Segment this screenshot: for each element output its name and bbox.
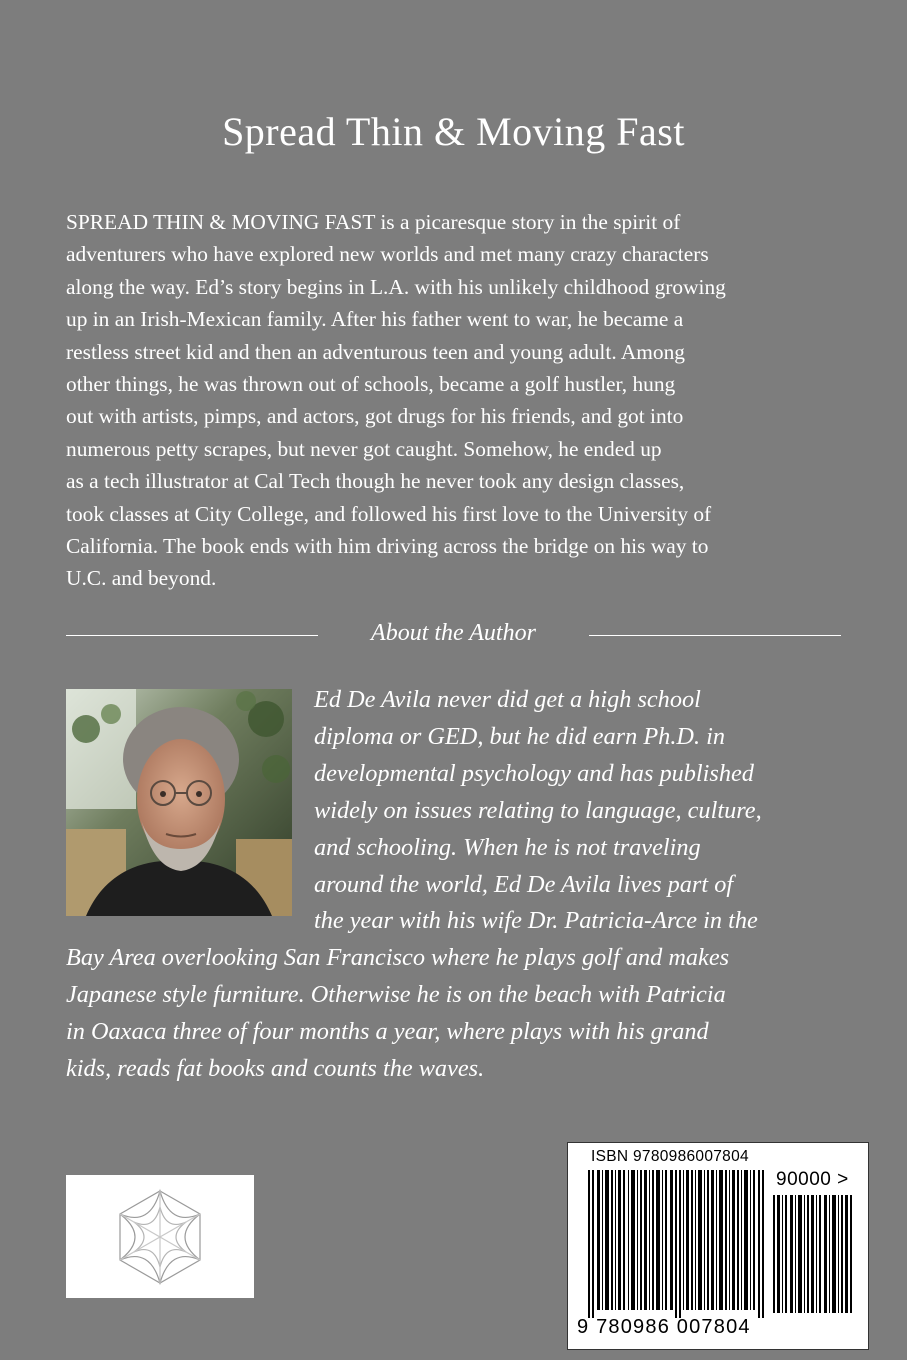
hexagon-star-logo-icon: [66, 1175, 254, 1298]
blurb-line: out with artists, pimps, and actors, got drugs for his friends, and got into: [66, 404, 684, 429]
bio-line: kids, reads fat books and counts the waves.: [66, 1055, 485, 1083]
book-title: Spread Thin & Moving Fast: [222, 109, 685, 154]
isbn-label: ISBN 9780986007804: [591, 1148, 749, 1165]
bio-line: in Oaxaca three of four months a year, where plays with his grand: [66, 1018, 709, 1046]
barcode-number: 9 780986 007804: [577, 1316, 751, 1338]
bio-line: Ed De Avila never did get a high school: [314, 686, 701, 713]
bio-line: Japanese style furniture. Otherwise he is on the beach with Patricia: [66, 981, 726, 1009]
about-author-heading: About the Author: [371, 620, 536, 646]
price-code: 90000 >: [776, 1169, 849, 1190]
blurb-line: numerous petty scrapes, but never got caught. Somehow, he ended up: [66, 436, 662, 461]
book-blurb: [66, 206, 846, 595]
author-bio: [66, 682, 856, 1088]
divider-left: [66, 635, 318, 636]
blurb-line: adventurers who have explored new worlds and met many crazy characters: [66, 242, 709, 267]
blurb-line: U.C. and beyond.: [66, 566, 217, 591]
blurb-line: up in an Irish-Mexican family. After his father went to war, he became a: [66, 307, 684, 332]
divider-right: [589, 635, 841, 636]
blurb-line: other things, he was thrown out of schools, became a golf hustler, hung: [66, 372, 676, 397]
blurb-line: restless street kid and then an adventurous teen and young adult. Among: [66, 339, 686, 364]
blurb-line: California. The book ends with him driving across the bridge on his way to: [66, 534, 709, 559]
barcode-bars: [588, 1170, 766, 1318]
blurb-line: as a tech illustrator at Cal Tech though he never took any design classes,: [66, 469, 685, 494]
bio-line: developmental psychology and has published: [314, 759, 754, 787]
publisher-logo: [66, 1175, 254, 1298]
bio-line: widely on issues relating to language, culture,: [314, 796, 762, 824]
blurb-line: along the way. Ed’s story begins in L.A. with his unlikely childhood growing: [66, 274, 726, 299]
bio-line: diploma or GED, but he did earn Ph.D. in: [314, 722, 725, 750]
bio-line: Bay Area overlooking San Francisco where he plays golf and makes: [66, 944, 730, 972]
bio-line: the year with his wife Dr. Patricia-Arce in the: [314, 907, 758, 935]
bio-line: around the world, Ed De Avila lives part of: [314, 870, 734, 898]
addon-barcode-bars: [773, 1195, 853, 1313]
blurb-line: SPREAD THIN & MOVING FAST is a picaresque story in the spirit of: [66, 210, 681, 234]
isbn-barcode: [567, 1142, 869, 1350]
bio-line: and schooling. When he is not traveling: [314, 833, 701, 861]
blurb-line: took classes at City College, and followed his first love to the University of: [66, 501, 712, 526]
